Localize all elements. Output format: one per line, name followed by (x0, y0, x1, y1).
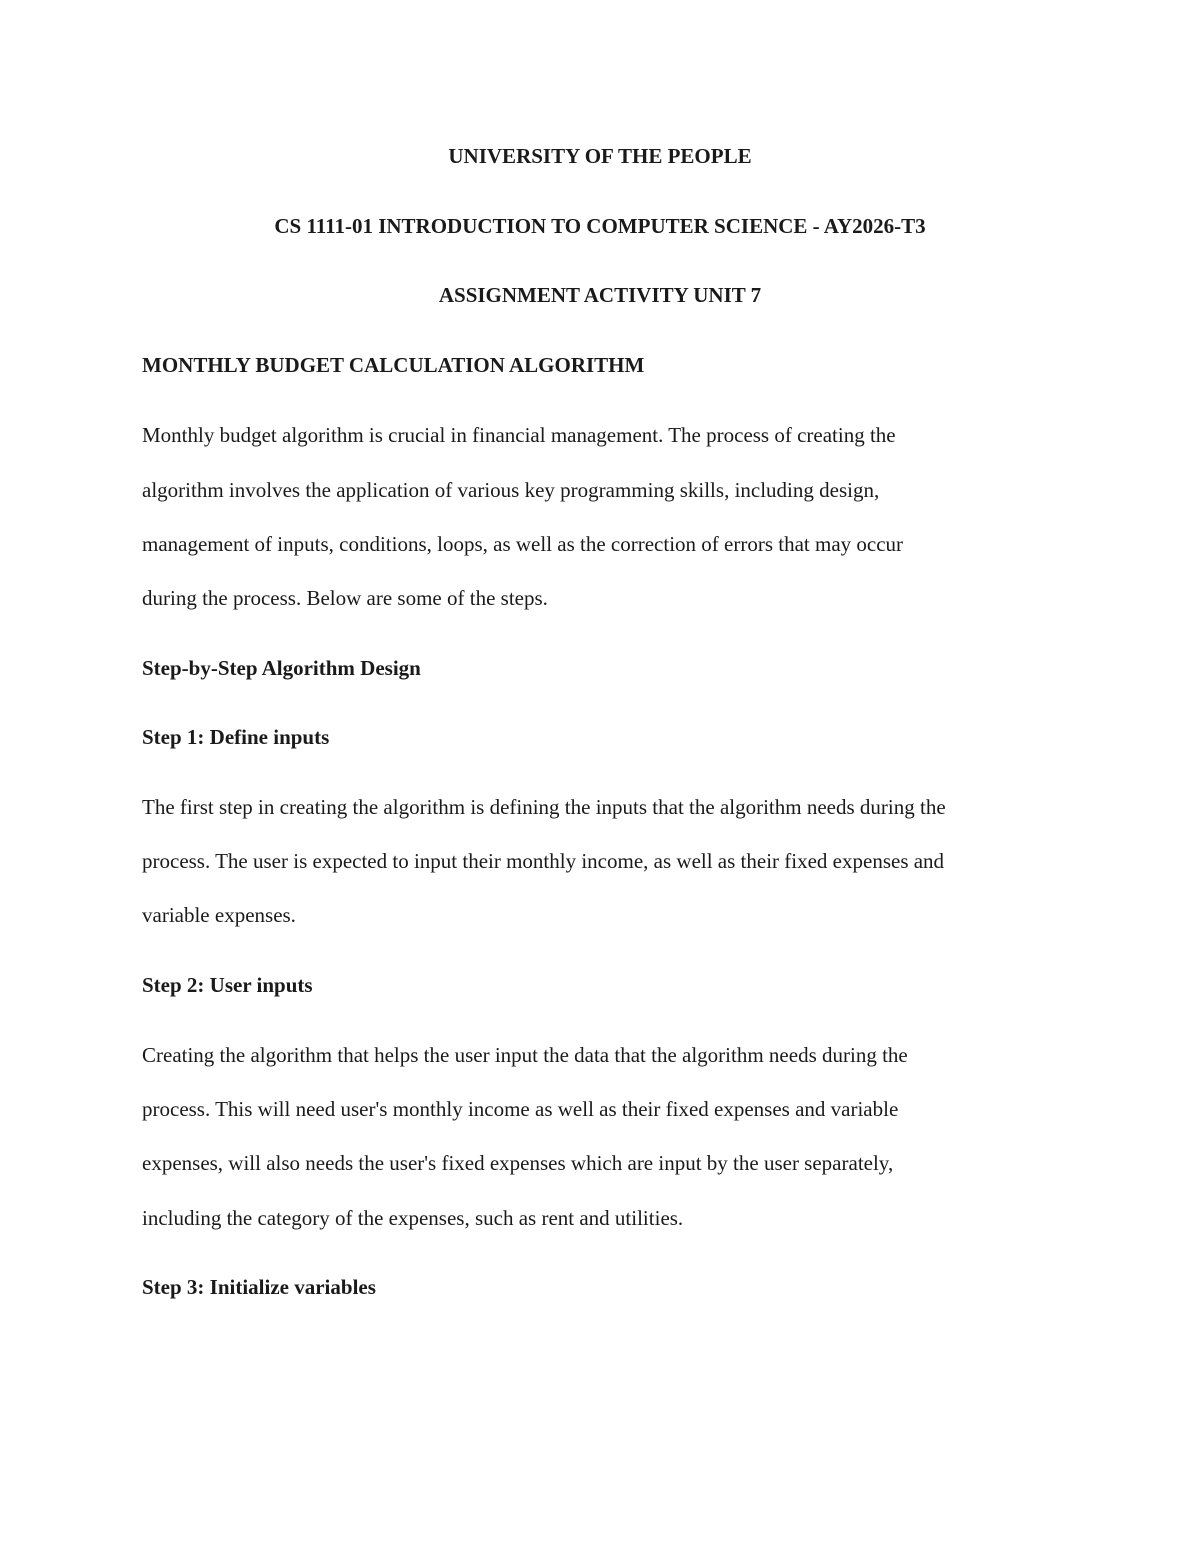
step2-heading: Step 2: User inputs (142, 973, 313, 997)
step2-line: process. This will need user's monthly income as well as their fixed expenses and variable (142, 1097, 899, 1121)
step1-line: process. The user is expected to input their monthly income, as well as their fixed expenses and (142, 849, 945, 873)
step1-line: variable expenses. (142, 903, 296, 927)
document-title: MONTHLY BUDGET CALCULATION ALGORITHM (142, 353, 645, 377)
university-name: UNIVERSITY OF THE PEOPLE (448, 144, 752, 168)
step1-line: The first step in creating the algorithm is defining the inputs that the algorithm needs during the (142, 795, 946, 819)
step1-heading: Step 1: Define inputs (142, 725, 330, 749)
step2-line: expenses, will also needs the user's fixed expenses which are input by the user separately, (142, 1151, 894, 1175)
intro-line: algorithm involves the application of various key programming skills, including design, (142, 478, 880, 502)
intro-line: management of inputs, conditions, loops, as well as the correction of errors that may occur (142, 532, 904, 556)
step3-heading: Step 3: Initialize variables (142, 1275, 376, 1299)
step2-line: Creating the algorithm that helps the user input the data that the algorithm needs during the (142, 1043, 908, 1067)
design-heading: Step-by-Step Algorithm Design (142, 656, 421, 680)
step2-line: including the category of the expenses, such as rent and utilities. (142, 1206, 684, 1230)
course-title: CS 1111-01 INTRODUCTION TO COMPUTER SCIENCE - AY2026-T3 (274, 214, 926, 238)
intro-line: Monthly budget algorithm is crucial in financial management. The process of creating the (142, 423, 896, 447)
intro-line: during the process. Below are some of the steps. (142, 586, 548, 610)
assignment-title: ASSIGNMENT ACTIVITY UNIT 7 (438, 283, 762, 307)
